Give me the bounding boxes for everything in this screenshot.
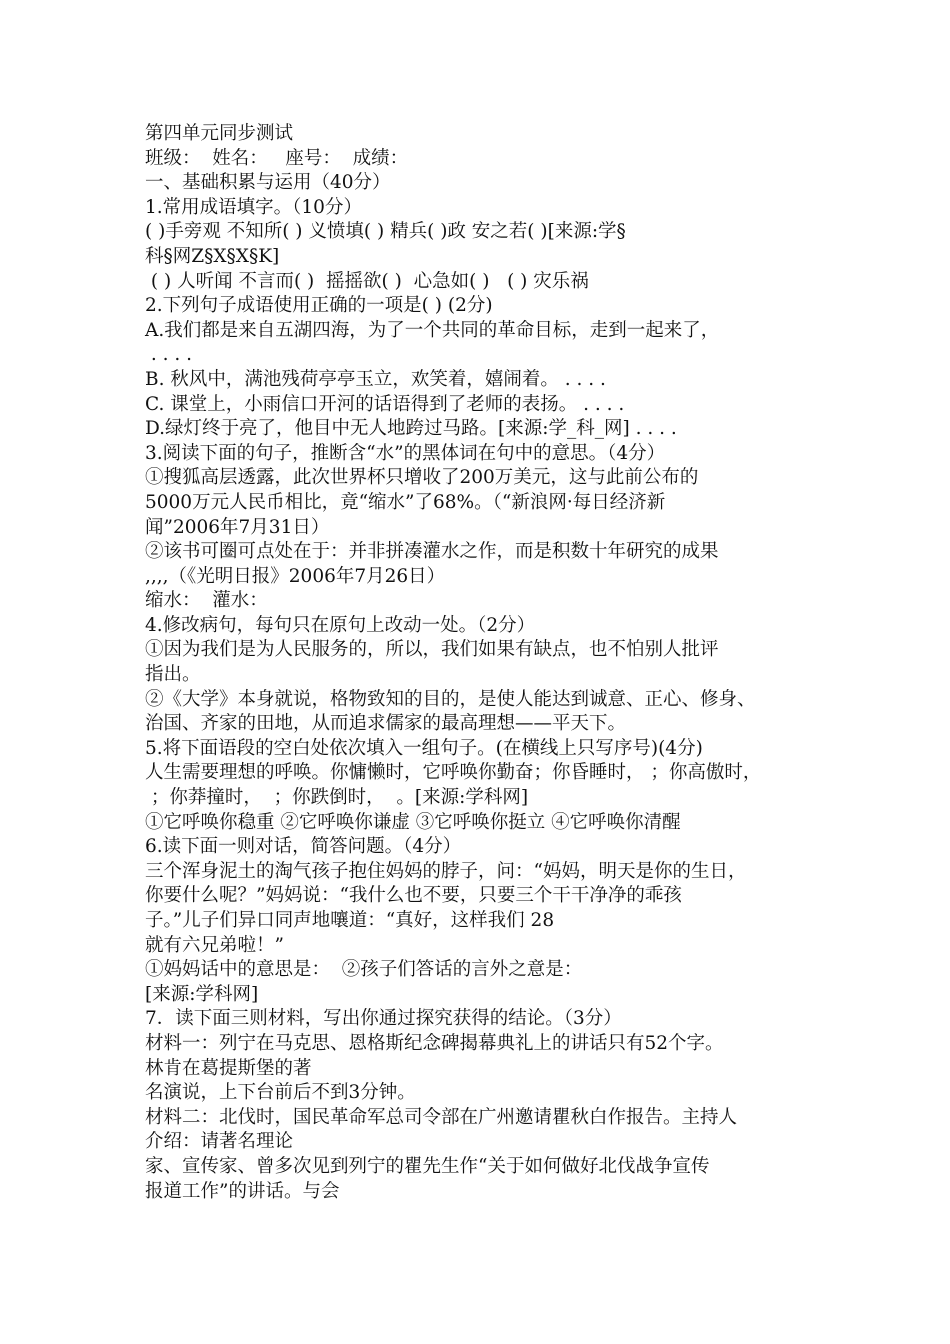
question-6-dialogue-a: 三个浑身泥土的淘气孩子抱住妈妈的脖子，问：“妈妈，明天是你的生日， — [145, 860, 747, 882]
question-6-answers: ①妈妈话中的意思是： ②孩子们答话的言外之意是： — [145, 959, 583, 981]
question-3-sentence-2-b: ,,,,（《光明日报》2006年7月26日） — [145, 565, 446, 587]
question-1-line-2: 科§网Z§X§X§K] — [145, 245, 280, 267]
material-2-a: 材料二：北伐时，国民革命军总司令部在广州邀请瞿秋白作报告。主持人 — [145, 1106, 738, 1128]
question-3-answer: 缩水： 灌水： — [145, 590, 268, 612]
question-6-dialogue-b: 你要什么呢？”妈妈说：“我什么也不要，只要三个干干净净的乖孩 — [145, 885, 682, 907]
material-2-c: 家、宣传家、曾多次见到列宁的瞿先生作“关于如何做好北伐战争宣传 — [145, 1155, 710, 1177]
question-5-prompt: 5.将下面语段的空白处依次填入一组句子。(在横线上只写序号)(4分) — [145, 737, 703, 759]
material-2-d: 报道工作”的讲话。与会 — [145, 1180, 340, 1202]
question-3-sentence-1-b: 5000万元人民币相比，竟“缩水”了68%。（“新浪网·每日经济新 — [145, 491, 666, 513]
question-2-option-b: B. 秋风中，满池残荷亭亭玉立，欢笑着，嬉闹着。 . . . . — [145, 368, 606, 390]
question-6-dialogue-d: 就有六兄弟啦！” — [145, 934, 284, 956]
question-2-prompt: 2.下列句子成语使用正确的一项是( ) (2分) — [145, 295, 493, 317]
question-2-option-a: A.我们都是来自五湖四海，为了一个共同的革命目标，走到一起来了， — [145, 319, 720, 341]
question-5-options: ①它呼唤你稳重 ②它呼唤你谦虚 ③它呼唤你挺立 ④它呼唤你清醒 — [145, 811, 681, 833]
question-4-sentence-2-b: 治国、齐家的田地，从而追求儒家的最高理想——平天下。 — [145, 713, 627, 735]
question-3-sentence-1-c: 闻”2006年7月31日） — [145, 516, 330, 538]
question-4-sentence-2-a: ②《大学》本身就说，格物致知的目的，是使人能达到诚意、正心、修身、 — [145, 688, 756, 710]
section-heading: 一、基础积累与运用（40分） — [145, 172, 391, 194]
question-3-sentence-2-a: ②该书可圈可点处在于：并非拼凑灌水之作，而是积数十年研究的成果 — [145, 541, 719, 563]
material-1-b: 林肯在葛提斯堡的著 — [145, 1057, 312, 1079]
material-1-a: 材料一：列宁在马克思、恩格斯纪念碑揭幕典礼上的讲话只有52个字。 — [145, 1032, 724, 1054]
question-2-option-d: D.绿灯终于亮了，他目中无人地跨过马路。[来源:学_科_网] . . . . — [145, 418, 677, 440]
question-2-option-a-dots: . . . . — [145, 344, 193, 366]
question-5-passage-b: ；你莽撞时， ；你跌倒时， 。[来源:学科网] — [145, 787, 529, 809]
question-1-line-1: ( )手旁观 不知所( ) 义愤填( ) 精兵( )政 安之若( )[来源:学§ — [145, 221, 626, 243]
question-4-sentence-1-a: ①因为我们是为人民服务的，所以，我们如果有缺点，也不怕别人批评 — [145, 639, 719, 661]
question-3-prompt: 3.阅读下面的句子，推断含“水”的黑体词在句中的意思。（4分） — [145, 442, 666, 464]
question-2-option-c: C. 课堂上，小雨信口开河的话语得到了老师的表扬。 . . . . — [145, 393, 625, 415]
source-note: [来源:学科网] — [145, 983, 259, 1005]
question-3-sentence-1-a: ①搜狐高层透露，此次世界杯只增收了200万美元，这与此前公布的 — [145, 467, 699, 489]
material-2-b: 介绍：请著名理论 — [145, 1131, 294, 1153]
document-page — [145, 122, 817, 1204]
material-1-c: 名演说，上下台前后不到3分钟。 — [145, 1082, 416, 1104]
question-4-prompt: 4.修改病句，每句只在原句上改动一处。（2分） — [145, 614, 536, 636]
student-info-line: 班级： 姓名： 座号： 成绩： — [145, 147, 409, 169]
question-5-passage-a: 人生需要理想的呼唤。你慵懒时，它呼唤你勤奋；你昏睡时， ；你高傲时， — [145, 762, 762, 784]
document-title: 第四单元同步测试 — [145, 123, 294, 144]
question-1-line-3: ( ) 人听闻 不言而( ) 摇摇欲( ) 心急如( ) ( ) 灾乐祸 — [145, 270, 589, 292]
question-1-prompt: 1.常用成语填字。（10分） — [145, 196, 362, 218]
question-7-prompt: 7．读下面三则材料，写出你通过探究获得的结论。（3分） — [145, 1008, 622, 1030]
question-6-dialogue-c: 子。”儿子们异口同声地嚷道：“真好，这样我们 28 — [145, 910, 555, 931]
question-4-sentence-1-b: 指出。 — [145, 664, 201, 686]
question-6-prompt: 6.读下面一则对话，简答问题。（4分） — [145, 836, 462, 858]
